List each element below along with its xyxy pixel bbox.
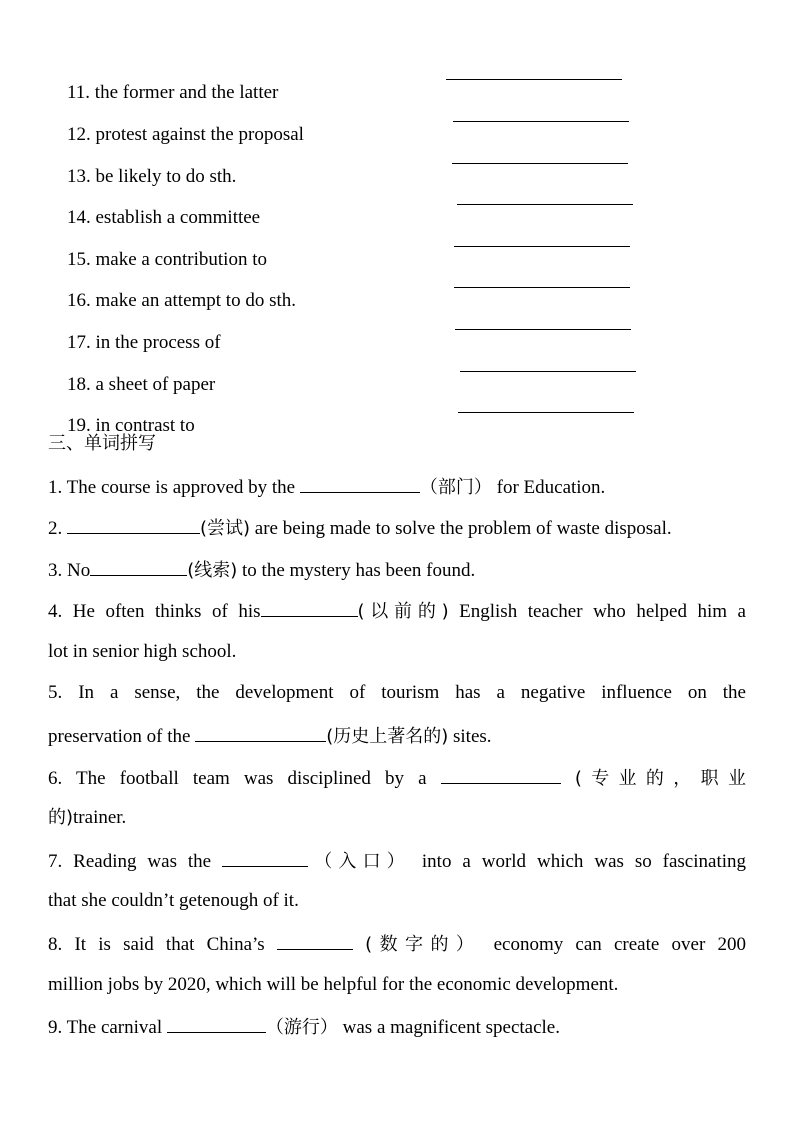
question-9 (48, 1014, 560, 1040)
question-6 (48, 765, 746, 791)
chinese-hint: 的) (48, 807, 74, 828)
question-4 (48, 598, 746, 624)
question-8-continuation: million jobs by 2020, which will be helpful for the economic development. (48, 974, 619, 995)
answer-blank[interactable] (90, 557, 187, 576)
phrase-number: 14. (67, 207, 91, 228)
phrase-text: establish a committee (95, 207, 261, 228)
question-7 (48, 848, 746, 874)
chinese-hint: (历史上著名的) (326, 726, 449, 747)
question-3 (48, 557, 475, 583)
answer-blank[interactable] (460, 370, 636, 372)
question-text: 9. The carnival (48, 1017, 167, 1038)
answer-blank[interactable] (167, 1014, 266, 1033)
question-text: preservation of the (48, 726, 196, 747)
answer-blank[interactable] (452, 162, 628, 164)
answer-blank[interactable] (454, 286, 630, 288)
phrase-text: protest against the proposal (95, 124, 304, 145)
question-text: economy can create over 200 (481, 934, 746, 955)
phrase-text: the former and the latter (94, 82, 279, 103)
phrase-text: make an attempt to do sth. (95, 290, 297, 311)
question-text: 6. The football team was disciplined by a (48, 768, 441, 789)
question-5: 5. In a sense, the development of tourism has a negative influence on the (48, 682, 746, 703)
phrase-text: in contrast to (95, 415, 195, 436)
phrase-text: a sheet of paper (95, 374, 216, 395)
question-text: 3. No (48, 560, 91, 581)
answer-blank[interactable] (67, 515, 200, 534)
question-7-continuation: that she couldn’t getenough of it. (48, 890, 299, 911)
phrase-text: make a contribution to (95, 249, 267, 270)
question-text: English teacher who helped him a (448, 601, 746, 622)
chinese-hint: (尝试) (200, 518, 251, 539)
question-8 (48, 931, 746, 957)
question-text: for Education. (491, 477, 606, 498)
chinese-hint: (以前的) (357, 601, 449, 622)
answer-blank[interactable] (458, 411, 634, 413)
phrase-number: 12. (67, 124, 91, 145)
phrase-text: in the process of (95, 332, 221, 353)
answer-blank[interactable] (454, 245, 630, 247)
answer-blank[interactable] (457, 203, 633, 205)
chinese-hint: (专业的，职业 (574, 768, 746, 789)
question-2 (48, 515, 672, 541)
answer-blank[interactable] (222, 848, 308, 867)
question-text: to the mystery has been found. (237, 560, 476, 581)
question-6-continuation (48, 806, 126, 830)
phrase-number: 13. (67, 166, 91, 187)
question-text: 7. Reading was the (48, 851, 223, 872)
question-text: trainer. (73, 807, 127, 828)
phrase-number: 11. (67, 82, 91, 103)
answer-blank[interactable] (441, 765, 561, 784)
question-1 (48, 474, 605, 500)
phrase-number: 17. (67, 332, 91, 353)
phrase-number: 18. (67, 374, 91, 395)
answer-blank[interactable] (300, 474, 420, 493)
phrase-text: be likely to do sth. (95, 166, 237, 187)
question-text: sites. (448, 726, 492, 747)
chinese-hint: （游行） (265, 1017, 338, 1038)
question-text: into a world which was so fascinating (410, 851, 747, 872)
answer-blank[interactable] (446, 78, 622, 80)
question-text: 2. (48, 518, 67, 539)
phrase-number: 15. (67, 249, 91, 270)
question-text: 4. He often thinks of his (48, 601, 261, 622)
answer-blank[interactable] (195, 723, 326, 742)
answer-blank[interactable] (277, 931, 353, 950)
answer-blank[interactable] (455, 328, 631, 330)
chinese-hint: （入口） (308, 851, 411, 872)
phrase-number: 19. (67, 415, 91, 436)
answer-blank[interactable] (453, 120, 629, 122)
question-text: 8. It is said that China’s (48, 934, 277, 955)
question-4-continuation: lot in senior high school. (48, 641, 237, 662)
chinese-hint: （部门） (419, 477, 492, 498)
chinese-hint: (线索) (187, 560, 238, 581)
section-heading: 三、单词拼写 (48, 433, 156, 454)
question-5-continuation (48, 723, 492, 749)
chinese-hint: (数字的） (365, 934, 482, 955)
question-text: are being made to solve the problem of waste disposal. (250, 518, 672, 539)
answer-blank[interactable] (261, 598, 358, 617)
question-text: 1. The course is approved by the (48, 477, 300, 498)
question-text: was a magnificent spectacle. (337, 1017, 560, 1038)
phrase-number: 16. (67, 290, 91, 311)
